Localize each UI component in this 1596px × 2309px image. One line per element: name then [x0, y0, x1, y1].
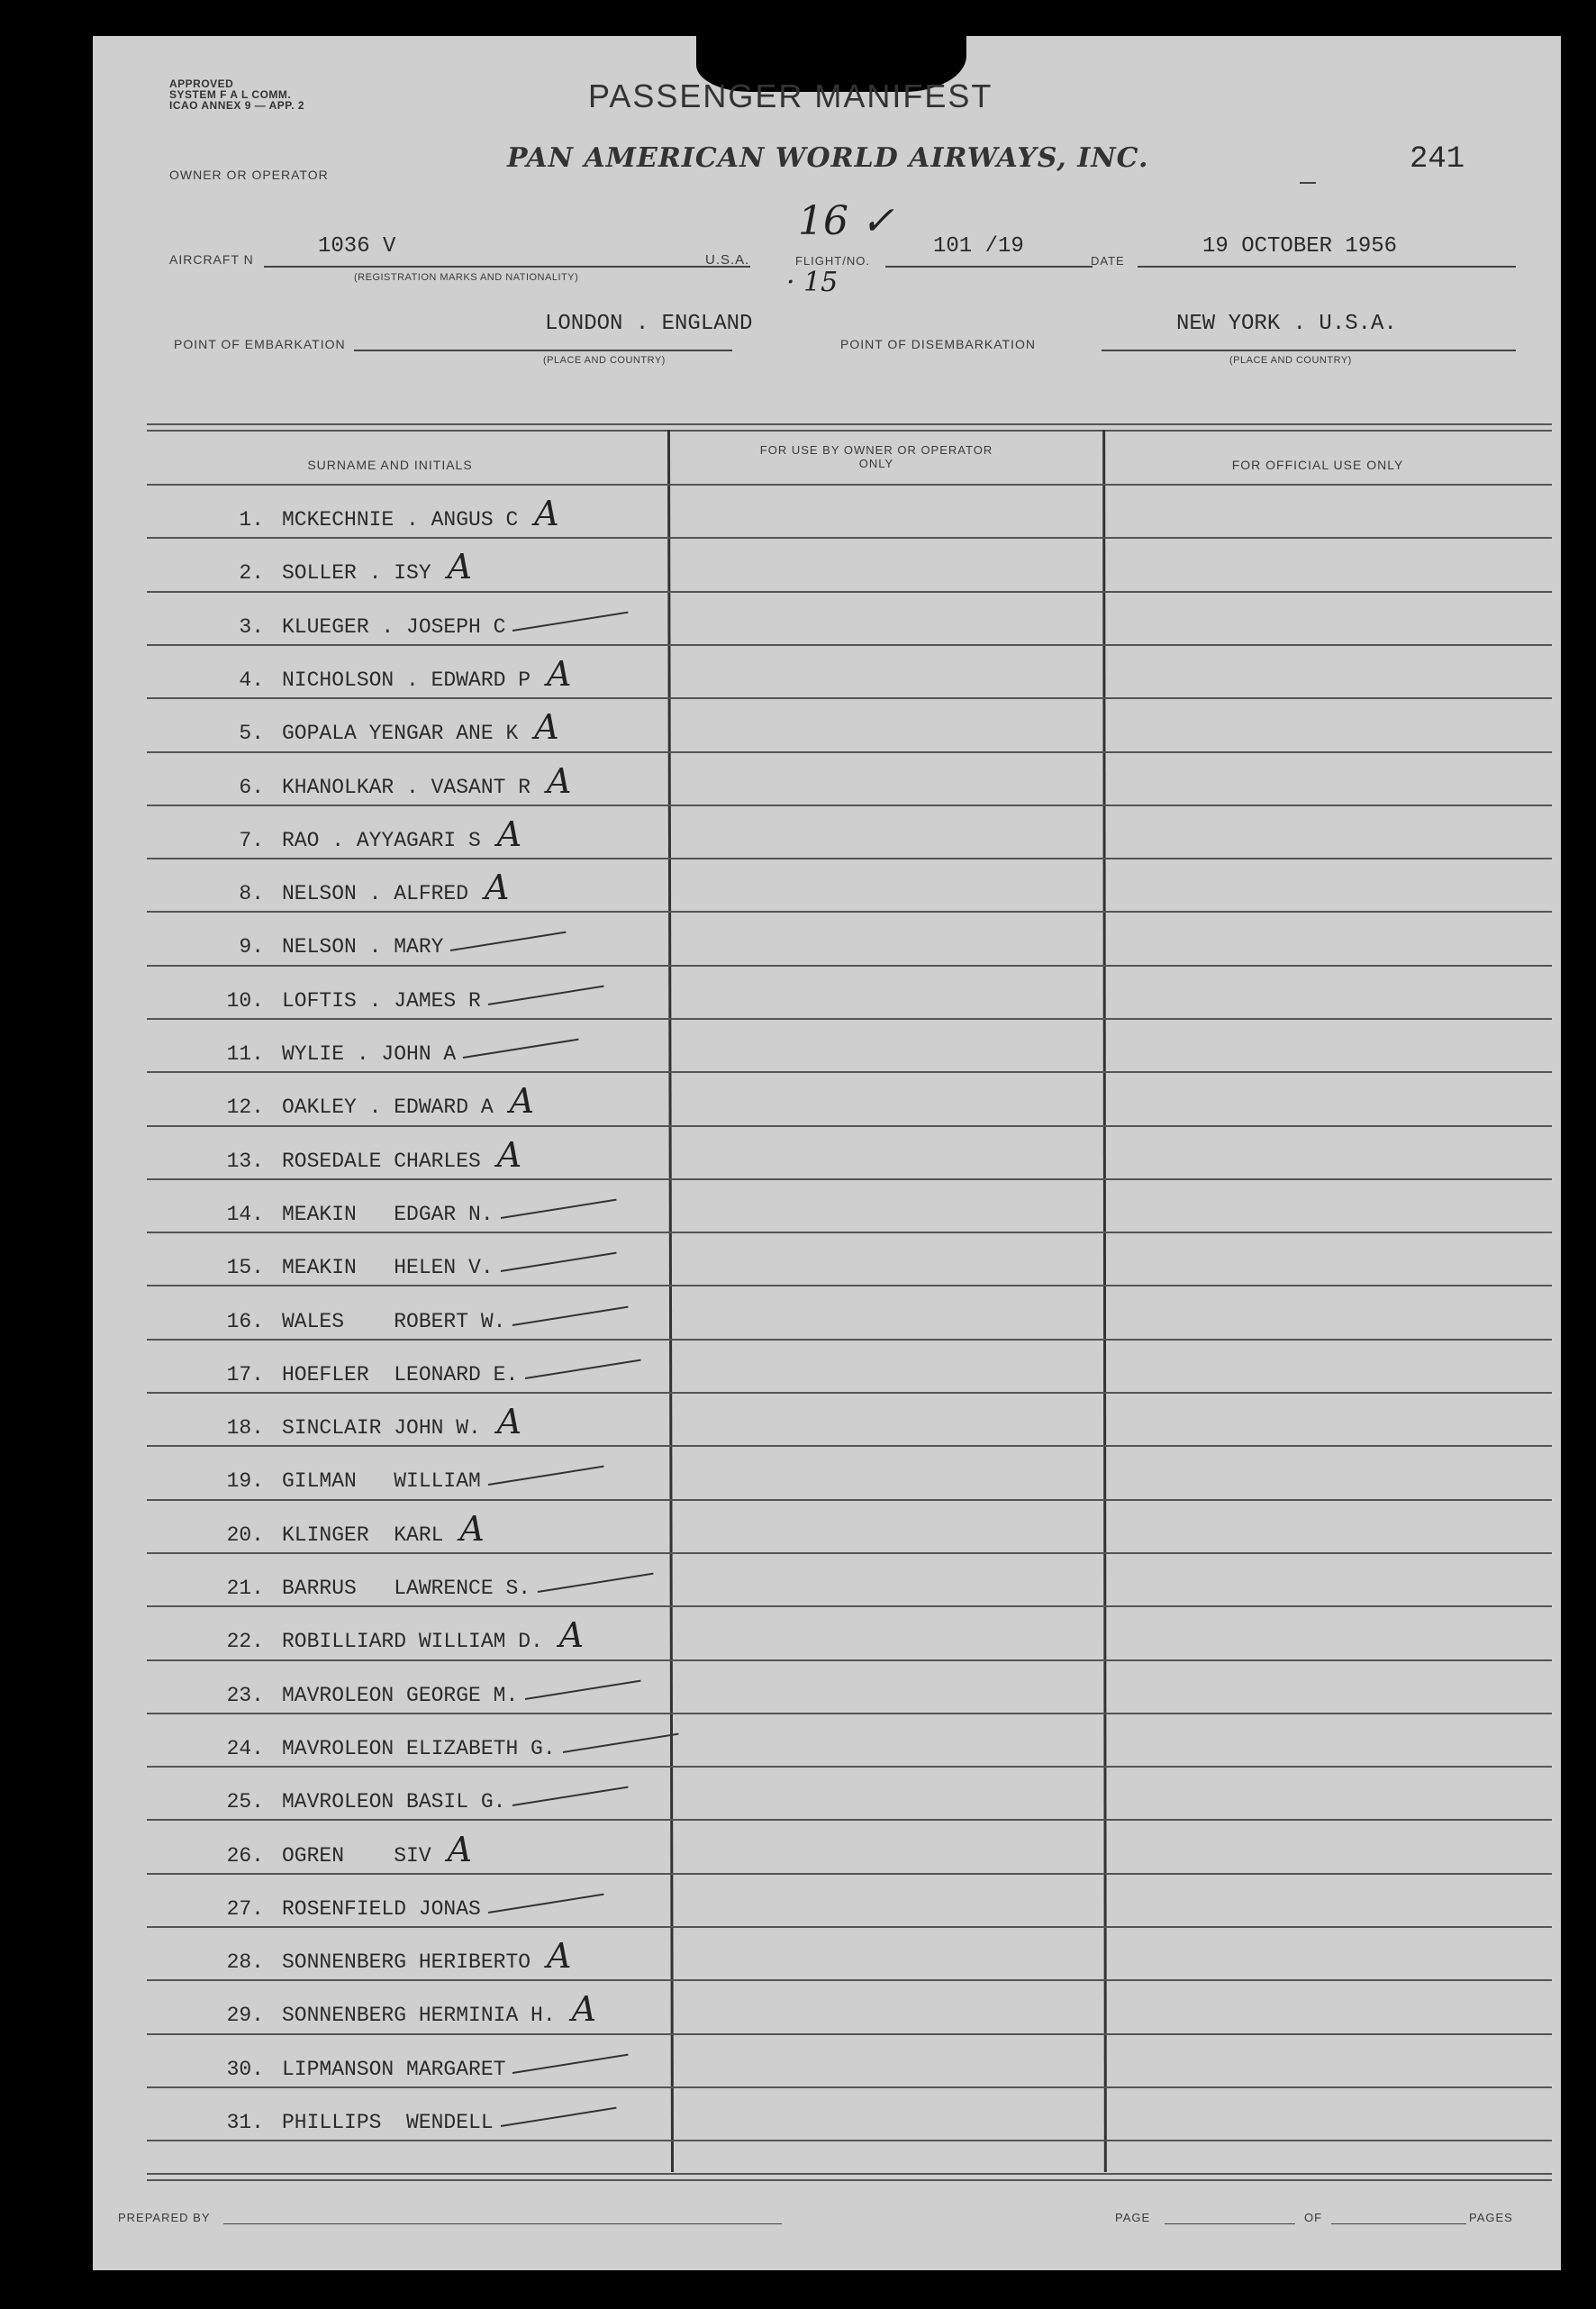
- approval-line-1: APPROVED: [169, 77, 234, 90]
- passenger-name: WALES ROBERT W.: [282, 1310, 506, 1333]
- aircraft-value: 1036 V: [318, 234, 396, 259]
- admission-mark: A: [485, 868, 510, 907]
- passenger-number: 13.: [226, 1150, 264, 1173]
- passenger-name: SOLLER . ISY: [282, 561, 431, 585]
- admission-mark: A: [558, 1615, 585, 1655]
- passenger-row: [147, 1552, 687, 1605]
- passenger-row: [147, 537, 687, 590]
- passenger-number: 14.: [226, 1203, 264, 1226]
- airline-name: PAN AMERICAN WORLD AIRWAYS, INC.: [507, 142, 1149, 174]
- page-stamp: 241: [1410, 142, 1465, 177]
- passenger-row: [147, 805, 687, 858]
- admission-mark: A: [534, 494, 559, 533]
- passenger-name: LIPMANSON MARGARET: [282, 2058, 506, 2081]
- passenger-number: 16.: [226, 1310, 264, 1333]
- passenger-number: 22.: [226, 1630, 264, 1653]
- table-top-rule: [147, 423, 1552, 432]
- owner-line: [1300, 182, 1316, 184]
- check-tick-mark: [488, 1894, 604, 1914]
- passenger-number: 24.: [226, 1737, 264, 1760]
- check-tick-mark: [500, 1199, 616, 1219]
- passenger-number: 10.: [226, 989, 264, 1013]
- column-header-names: SURNAME AND INITIALS: [307, 458, 473, 472]
- admission-mark: A: [571, 1989, 597, 2029]
- admission-mark: A: [547, 654, 572, 694]
- passenger-name: ROSENFIELD JONAS: [282, 1897, 481, 1921]
- passenger-name: NELSON . ALFRED: [282, 882, 469, 905]
- passenger-row: [147, 1286, 687, 1339]
- check-tick-mark: [450, 932, 567, 951]
- passenger-row: [147, 1820, 687, 1873]
- passenger-row: [147, 751, 687, 805]
- embarkation-caption: (PLACE AND COUNTRY): [543, 355, 666, 366]
- passenger-name: SINCLAIR JOHN W.: [282, 1416, 481, 1440]
- check-tick-mark: [562, 1733, 678, 1753]
- check-tick-mark: [512, 1306, 629, 1326]
- passenger-row: [147, 1339, 687, 1392]
- passenger-number: 30.: [226, 2058, 264, 2081]
- disembarkation-label: POINT OF DISEMBARKATION: [840, 337, 1036, 351]
- admission-mark: A: [547, 1936, 572, 1976]
- admission-mark: A: [447, 1830, 473, 1869]
- passenger-row: [147, 1659, 687, 1713]
- passenger-number: 2.: [239, 561, 264, 585]
- date-value: 19 OCTOBER 1956: [1202, 234, 1398, 259]
- flight-handwritten-bottom: · 15: [786, 267, 839, 298]
- approval-line-2: SYSTEM F A L COMM.: [169, 88, 292, 101]
- passenger-number: 26.: [226, 1844, 264, 1868]
- embarkation-label: POINT OF EMBARKATION: [174, 337, 346, 351]
- passenger-name: LOFTIS . JAMES R: [282, 989, 481, 1013]
- passenger-number: 21.: [226, 1577, 264, 1600]
- passenger-name: SONNENBERG HERIBERTO: [282, 1950, 531, 1974]
- of-line: [1331, 2223, 1466, 2224]
- passenger-row: [147, 1018, 687, 1071]
- passenger-number: 25.: [226, 1790, 264, 1814]
- passenger-number: 17.: [226, 1363, 264, 1386]
- column-divider-2: [1102, 430, 1107, 2172]
- admission-mark: A: [547, 761, 572, 801]
- passenger-number: 9.: [239, 935, 264, 959]
- passenger-number: 7.: [239, 829, 264, 852]
- check-tick-mark: [463, 1039, 579, 1059]
- passenger-row: [147, 1713, 687, 1766]
- usa-label: U.S.A.: [705, 252, 750, 268]
- passenger-number: 28.: [226, 1950, 264, 1974]
- table-bottom-rule: [147, 2173, 1552, 2181]
- check-tick-mark: [512, 2054, 629, 2074]
- passenger-name: BARRUS LAWRENCE S.: [282, 1577, 531, 1600]
- disembarkation-line: [1102, 350, 1516, 351]
- passenger-number: 19.: [226, 1469, 264, 1493]
- passenger-name: GILMAN WILLIAM: [282, 1469, 481, 1493]
- passenger-name: KHANOLKAR . VASANT R: [282, 776, 531, 799]
- check-tick-mark: [525, 1680, 641, 1700]
- check-tick-mark: [488, 1466, 604, 1486]
- passenger-name: KLINGER KARL: [282, 1523, 444, 1547]
- pages-label: PAGES: [1469, 2211, 1513, 2224]
- passenger-name: MAVROLEON ELIZABETH G.: [282, 1737, 556, 1760]
- page-label: PAGE: [1115, 2211, 1151, 2224]
- row-rule: [147, 2140, 1552, 2141]
- check-tick-mark: [512, 1786, 629, 1806]
- passenger-row: [147, 1873, 687, 1926]
- owner-label: OWNER OR OPERATOR: [169, 168, 329, 182]
- passenger-row: [147, 1499, 687, 1552]
- passenger-name: OGREN SIV: [282, 1844, 431, 1868]
- passenger-number: 8.: [239, 882, 264, 905]
- admission-mark: A: [459, 1509, 485, 1549]
- disembarkation-value: NEW YORK . U.S.A.: [1176, 312, 1397, 336]
- page-line: [1165, 2223, 1295, 2224]
- registration-caption: (REGISTRATION MARKS AND NATIONALITY): [354, 272, 579, 283]
- passenger-name: ROBILLIARD WILLIAM D.: [282, 1630, 543, 1653]
- disembarkation-caption: (PLACE AND COUNTRY): [1229, 355, 1352, 366]
- passenger-number: 11.: [226, 1042, 264, 1066]
- passenger-name: MAVROLEON BASIL G.: [282, 1790, 506, 1814]
- embarkation-value: LONDON . ENGLAND: [545, 312, 753, 336]
- passenger-row: [147, 1979, 687, 2032]
- passenger-row: [147, 2033, 687, 2086]
- passenger-row: [147, 1125, 687, 1178]
- admission-mark: A: [496, 1402, 522, 1441]
- passenger-name: MEAKIN EDGAR N.: [282, 1203, 494, 1226]
- passenger-number: 3.: [239, 615, 264, 639]
- passenger-number: 27.: [226, 1897, 264, 1921]
- passenger-name: ROSEDALE CHARLES: [282, 1150, 481, 1173]
- check-tick-mark: [488, 986, 604, 1005]
- passenger-name: OAKLEY . EDWARD A: [282, 1095, 494, 1119]
- passenger-name: MEAKIN HELEN V.: [282, 1256, 494, 1279]
- passenger-number: 20.: [226, 1523, 264, 1547]
- passenger-row: [147, 1232, 687, 1285]
- check-tick-mark: [538, 1573, 654, 1593]
- passenger-number: 23.: [226, 1684, 264, 1707]
- aircraft-label: AIRCRAFT N: [169, 252, 254, 267]
- approval-line-3: ICAO ANNEX 9 — APP. 2: [169, 99, 305, 112]
- passenger-row: [147, 858, 687, 911]
- passenger-row: [147, 965, 687, 1018]
- passenger-number: 5.: [239, 722, 264, 745]
- passenger-name: KLUEGER . JOSEPH C: [282, 615, 506, 639]
- date-label: DATE: [1091, 254, 1125, 268]
- flight-label: FLIGHT/NO.: [795, 254, 870, 268]
- passenger-number: 29.: [226, 2004, 264, 2027]
- passenger-row: [147, 1605, 687, 1659]
- passenger-name: MCKECHNIE . ANGUS C: [282, 508, 519, 532]
- admission-mark: A: [496, 1135, 522, 1175]
- flight-line: [885, 266, 1093, 268]
- date-line: [1138, 266, 1516, 268]
- admission-mark: A: [509, 1081, 535, 1121]
- manifest-sheet: [93, 36, 1561, 2270]
- of-label: OF: [1304, 2211, 1323, 2224]
- passenger-row: [147, 1445, 687, 1498]
- passenger-number: 4.: [239, 668, 264, 692]
- passenger-name: WYLIE . JOHN A: [282, 1042, 457, 1066]
- passenger-row: [147, 591, 687, 644]
- passenger-number: 12.: [226, 1095, 264, 1119]
- admission-mark: A: [447, 547, 473, 586]
- prepared-by-label: PREPARED BY: [118, 2211, 211, 2224]
- admission-mark: A: [534, 707, 559, 747]
- check-tick-mark: [512, 612, 629, 632]
- passenger-row: [147, 2086, 687, 2140]
- aircraft-line: [264, 266, 750, 268]
- prepared-by-line: [223, 2223, 782, 2224]
- passenger-number: 18.: [226, 1416, 264, 1440]
- passenger-number: 31.: [226, 2111, 264, 2134]
- passenger-name: HOEFLER LEONARD E.: [282, 1363, 519, 1386]
- embarkation-line: [354, 350, 732, 351]
- check-tick-mark: [500, 1252, 616, 1272]
- passenger-name: RAO . AYYAGARI S: [282, 829, 481, 852]
- passenger-row: [147, 697, 687, 750]
- passenger-name: NELSON . MARY: [282, 935, 444, 959]
- passenger-row: [147, 1766, 687, 1819]
- check-tick-mark: [525, 1359, 641, 1379]
- passenger-name: GOPALA YENGAR ANE K: [282, 722, 519, 745]
- flight-handwritten-top: 16 ✓: [798, 198, 894, 244]
- passenger-row: [147, 1926, 687, 1979]
- form-title: PASSENGER MANIFEST: [588, 77, 993, 114]
- passenger-number: 1.: [239, 508, 264, 532]
- passenger-number: 15.: [226, 1256, 264, 1279]
- column-header-official-use: FOR OFFICIAL USE ONLY: [1231, 458, 1404, 472]
- flight-value: 101 /19: [933, 234, 1024, 259]
- check-tick-mark: [500, 2107, 616, 2127]
- passenger-row: [147, 484, 687, 537]
- passenger-name: NICHOLSON . EDWARD P: [282, 668, 531, 692]
- passenger-row: [147, 1392, 687, 1445]
- passenger-name: PHILLIPS WENDELL: [282, 2111, 494, 2134]
- passenger-row: [147, 1178, 687, 1232]
- passenger-row: [147, 644, 687, 697]
- passenger-name: SONNENBERG HERMINIA H.: [282, 2004, 556, 2027]
- passenger-row: [147, 911, 687, 964]
- admission-mark: A: [496, 814, 522, 854]
- column-header-owner-use: FOR USE BY OWNER OR OPERATOR ONLY: [759, 443, 993, 470]
- passenger-number: 6.: [239, 776, 264, 799]
- passenger-row: [147, 1071, 687, 1124]
- passenger-name: MAVROLEON GEORGE M.: [282, 1684, 519, 1707]
